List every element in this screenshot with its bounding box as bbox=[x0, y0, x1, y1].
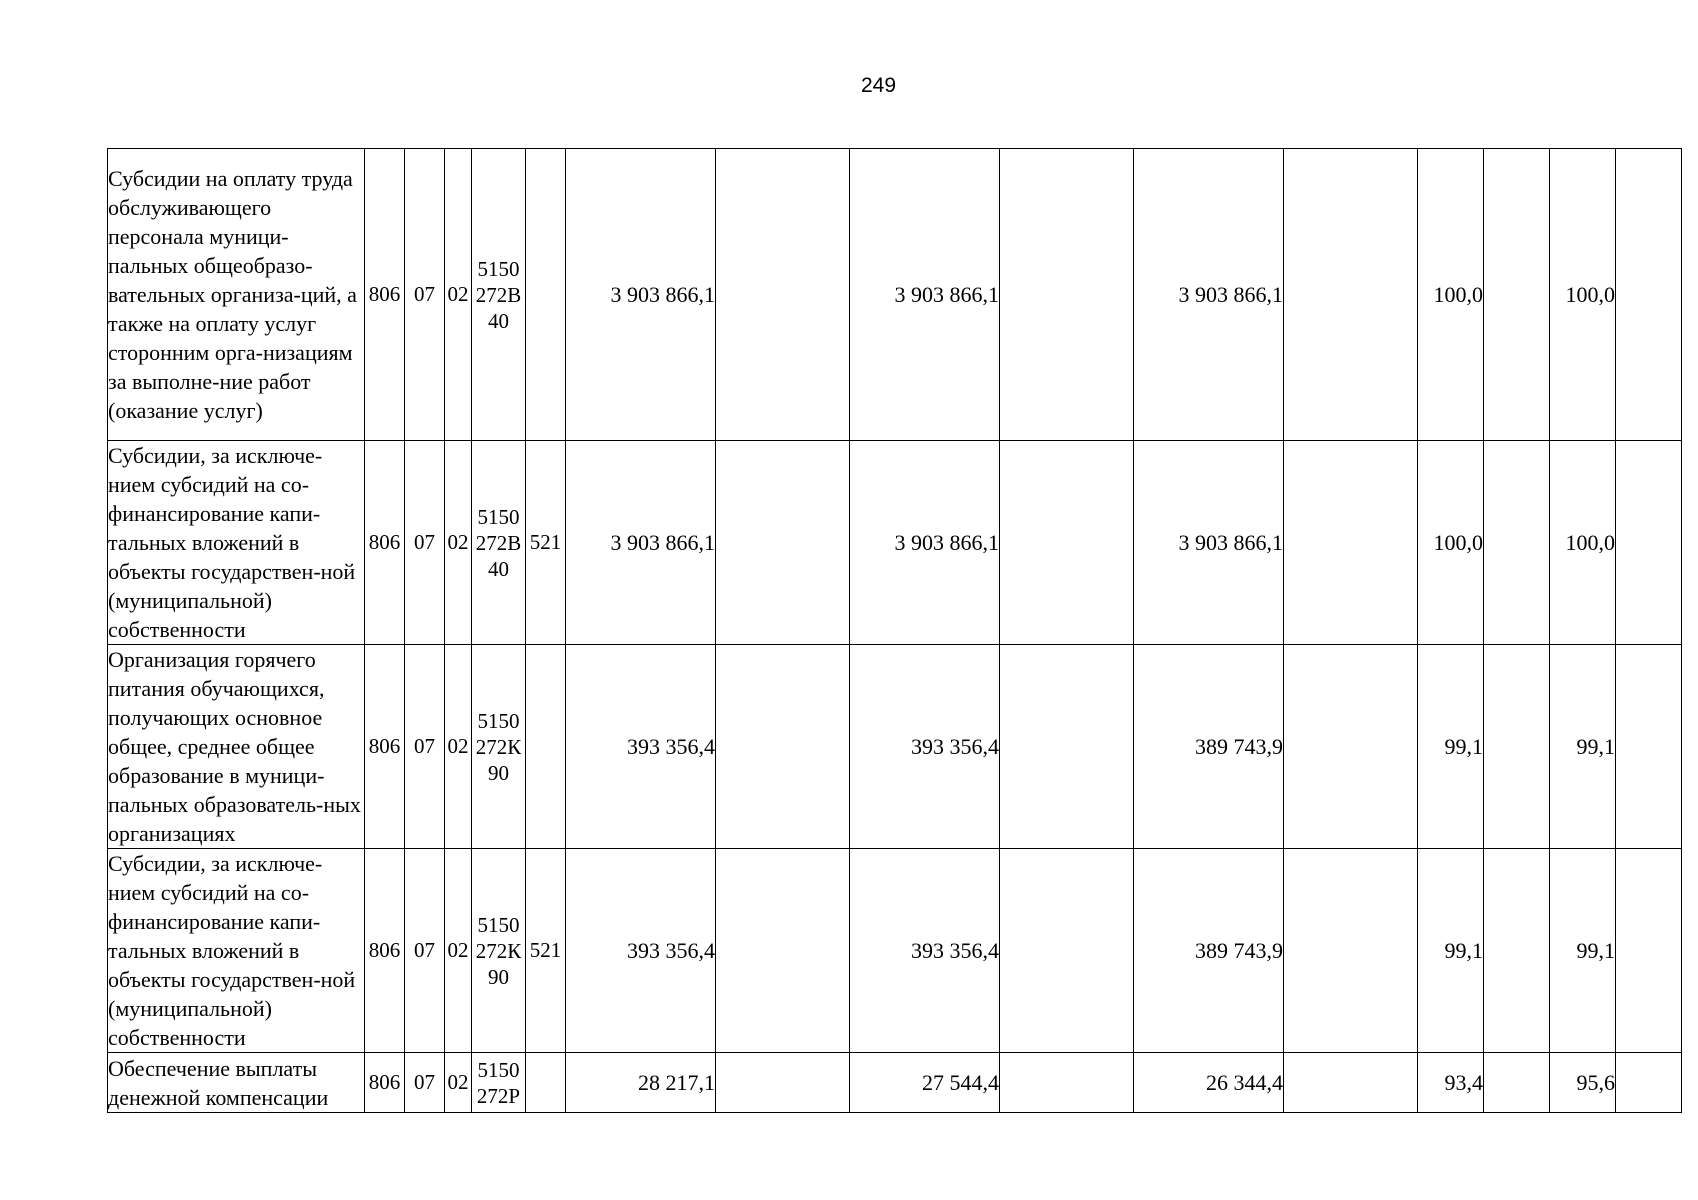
empty-cell bbox=[1616, 645, 1682, 849]
executed-amount: 389 743,9 bbox=[1134, 645, 1284, 849]
pct-of-initial-plan: 100,0 bbox=[1418, 149, 1484, 441]
target-article-code: 5150 272В 40 bbox=[472, 149, 526, 441]
subsection-code: 02 bbox=[445, 849, 472, 1053]
expense-type-code bbox=[526, 1053, 566, 1113]
budget-table bbox=[107, 148, 1682, 1113]
ministry-code: 806 bbox=[365, 441, 405, 645]
executed-amount: 389 743,9 bbox=[1134, 849, 1284, 1053]
target-article-code: 5150 272К 90 bbox=[472, 849, 526, 1053]
pct-of-initial-plan: 93,4 bbox=[1418, 1053, 1484, 1113]
expense-type-code: 521 bbox=[526, 849, 566, 1053]
executed-amount: 3 903 866,1 bbox=[1134, 149, 1284, 441]
plan-revised-amount: 27 544,4 bbox=[850, 1053, 1000, 1113]
plan-revised-amount: 3 903 866,1 bbox=[850, 149, 1000, 441]
empty-cell bbox=[1000, 441, 1134, 645]
expense-type-code bbox=[526, 645, 566, 849]
table-row bbox=[108, 645, 1682, 849]
empty-cell bbox=[716, 441, 850, 645]
empty-cell bbox=[1484, 849, 1550, 1053]
pct-of-initial-plan: 100,0 bbox=[1418, 441, 1484, 645]
section-code: 07 bbox=[405, 645, 445, 849]
table-row bbox=[108, 849, 1682, 1053]
pct-of-initial-plan: 99,1 bbox=[1418, 849, 1484, 1053]
empty-cell bbox=[1616, 1053, 1682, 1113]
ministry-code: 806 bbox=[365, 1053, 405, 1113]
empty-cell bbox=[1484, 441, 1550, 645]
pct-of-revised-plan: 100,0 bbox=[1550, 441, 1616, 645]
empty-cell bbox=[1616, 149, 1682, 441]
section-code: 07 bbox=[405, 849, 445, 1053]
executed-amount: 26 344,4 bbox=[1134, 1053, 1284, 1113]
table-row bbox=[108, 441, 1682, 645]
empty-cell bbox=[716, 849, 850, 1053]
empty-cell bbox=[716, 149, 850, 441]
empty-cell bbox=[1616, 441, 1682, 645]
empty-cell bbox=[716, 645, 850, 849]
expense-type-code: 521 bbox=[526, 441, 566, 645]
empty-cell bbox=[1284, 441, 1418, 645]
ministry-code: 806 bbox=[365, 149, 405, 441]
row-name: Субсидии на оплату труда обслуживающего персонала муници-пальных общеобразо-вательных организа-ций, а также на оплату услуг сторонним орга-низациям за выполне-ние работ (оказание услуг) bbox=[108, 149, 365, 441]
pct-of-revised-plan: 99,1 bbox=[1550, 849, 1616, 1053]
target-article-code: 5150 272В 40 bbox=[472, 441, 526, 645]
row-name: Организация горячего питания обучающихся, получающих основное общее, среднее общее образование в муници-пальных образователь-ных организациях bbox=[108, 645, 365, 849]
plan-revised-amount: 3 903 866,1 bbox=[850, 441, 1000, 645]
pct-of-revised-plan: 99,1 bbox=[1550, 645, 1616, 849]
plan-initial-amount: 393 356,4 bbox=[566, 645, 716, 849]
subsection-code: 02 bbox=[445, 441, 472, 645]
table-row bbox=[108, 149, 1682, 441]
section-code: 07 bbox=[405, 1053, 445, 1113]
empty-cell bbox=[1484, 645, 1550, 849]
subsection-code: 02 bbox=[445, 645, 472, 849]
target-article-code: 5150 272Р bbox=[472, 1053, 526, 1113]
table-row bbox=[108, 1053, 1682, 1113]
row-name: Обеспечение выплаты денежной компенсации bbox=[108, 1053, 365, 1113]
empty-cell bbox=[1000, 1053, 1134, 1113]
empty-cell bbox=[1284, 849, 1418, 1053]
plan-initial-amount: 3 903 866,1 bbox=[566, 441, 716, 645]
pct-of-revised-plan: 100,0 bbox=[1550, 149, 1616, 441]
target-article-code: 5150 272К 90 bbox=[472, 645, 526, 849]
page-number: 249 bbox=[860, 74, 897, 97]
empty-cell bbox=[1000, 849, 1134, 1053]
empty-cell bbox=[1616, 849, 1682, 1053]
plan-revised-amount: 393 356,4 bbox=[850, 849, 1000, 1053]
plan-revised-amount: 393 356,4 bbox=[850, 645, 1000, 849]
executed-amount: 3 903 866,1 bbox=[1134, 441, 1284, 645]
empty-cell bbox=[1284, 1053, 1418, 1113]
empty-cell bbox=[1284, 645, 1418, 849]
empty-cell bbox=[1484, 1053, 1550, 1113]
plan-initial-amount: 28 217,1 bbox=[566, 1053, 716, 1113]
plan-initial-amount: 3 903 866,1 bbox=[566, 149, 716, 441]
empty-cell bbox=[716, 1053, 850, 1113]
section-code: 07 bbox=[405, 149, 445, 441]
pct-of-revised-plan: 95,6 bbox=[1550, 1053, 1616, 1113]
row-name: Субсидии, за исключе-нием субсидий на со-финансирование капи-тальных вложений в объекты государствен-ной (муниципальной) собственности bbox=[108, 849, 365, 1053]
ministry-code: 806 bbox=[365, 849, 405, 1053]
row-name: Субсидии, за исключе-нием субсидий на со-финансирование капи-тальных вложений в объекты государствен-ной (муниципальной) собственности bbox=[108, 441, 365, 645]
empty-cell bbox=[1484, 149, 1550, 441]
empty-cell bbox=[1000, 149, 1134, 441]
pct-of-initial-plan: 99,1 bbox=[1418, 645, 1484, 849]
ministry-code: 806 bbox=[365, 645, 405, 849]
empty-cell bbox=[1000, 645, 1134, 849]
subsection-code: 02 bbox=[445, 1053, 472, 1113]
section-code: 07 bbox=[405, 441, 445, 645]
expense-type-code bbox=[526, 149, 566, 441]
plan-initial-amount: 393 356,4 bbox=[566, 849, 716, 1053]
subsection-code: 02 bbox=[445, 149, 472, 441]
empty-cell bbox=[1284, 149, 1418, 441]
